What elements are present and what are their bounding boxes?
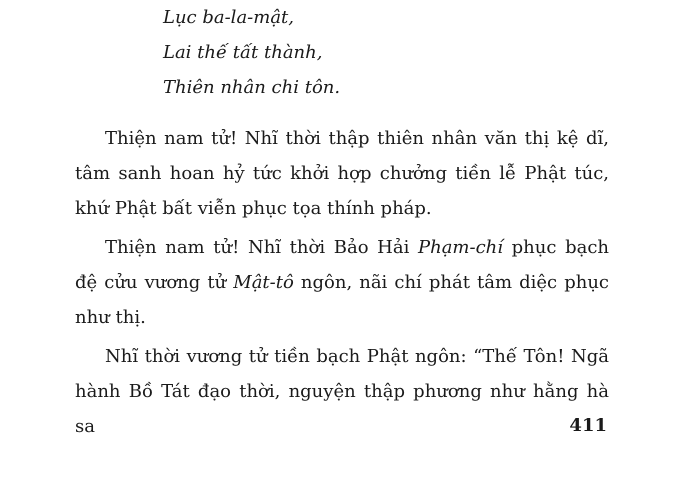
body-text xyxy=(75,121,609,448)
paragraph-text: Thiện nam tử! Nhĩ thời thập thiên nhân văn thị kệ dĩ, tâm sanh hoan hỷ tức khởi hợp chưởng tiền lễ Phật túc, khứ Phật bất viễn phục tọa thính pháp. xyxy=(75,128,609,219)
paragraph-text: ngôn, nãi chí phát tâm diệc phục như thị. xyxy=(75,272,609,328)
page-number: 411 xyxy=(569,415,607,436)
verse-block xyxy=(163,6,563,111)
verse-line: Thiên nhân chi tôn. xyxy=(163,77,341,98)
verse-line: Lục ba-la-mật, xyxy=(163,7,295,28)
italic-term: Phạm-chí xyxy=(417,237,504,258)
verse-line: Lai thế tất thành, xyxy=(163,42,323,63)
paragraph-text: Nhĩ thời vương tử tiền bạch Phật ngôn: “Thế Tôn! Ngã hành Bồ Tát đạo thời, nguyện thập phương như hằng hà sa xyxy=(75,346,609,437)
paragraph xyxy=(75,121,609,226)
paragraph-text: phục bạch đệ cửu vương tử xyxy=(75,237,609,293)
italic-term: Mật-tô xyxy=(233,272,294,293)
paragraph xyxy=(75,339,609,444)
paragraph-text: Thiện nam tử! Nhĩ thời Bảo Hải xyxy=(105,237,418,258)
paragraph xyxy=(75,230,609,335)
